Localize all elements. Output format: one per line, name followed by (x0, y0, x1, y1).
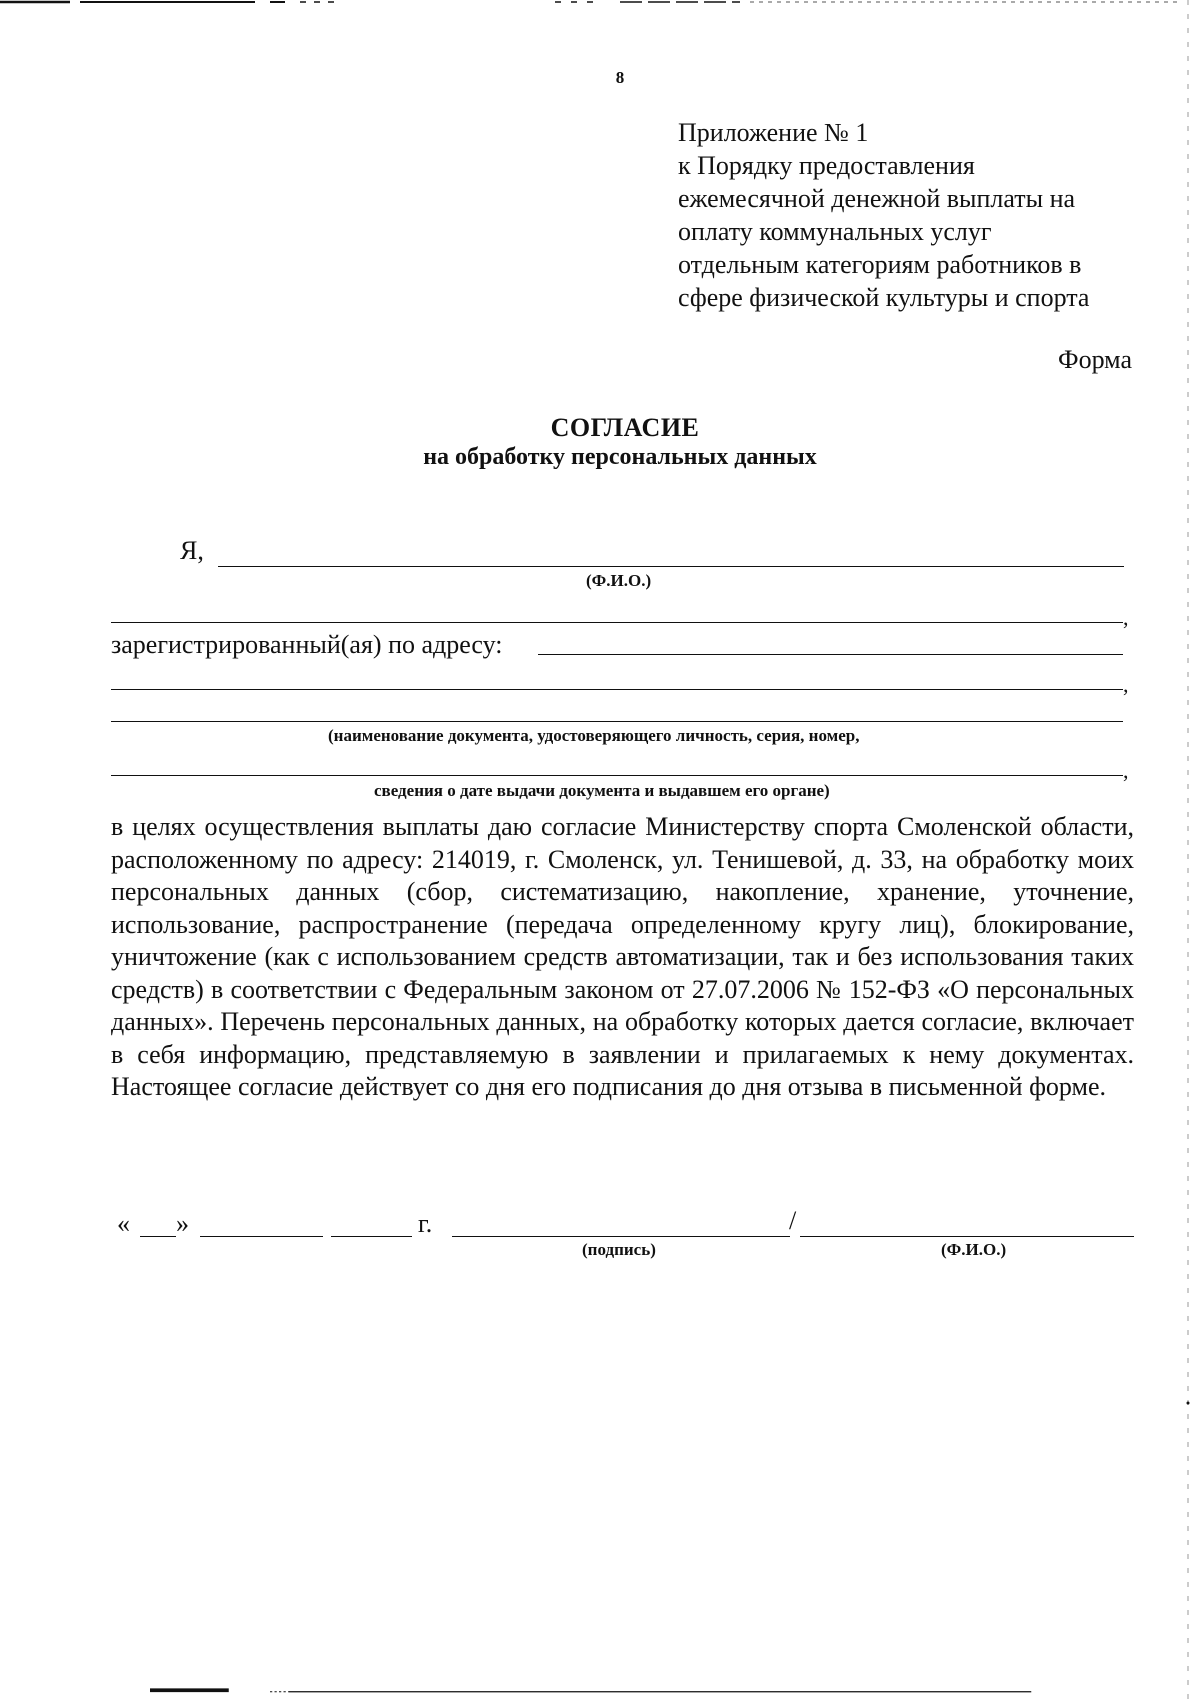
date-quote-open: « (117, 1209, 130, 1238)
appendix-block (678, 116, 1118, 314)
page-number: 8 (615, 68, 625, 87)
document-caption-1: (наименование документа, удостоверяющего личность, серия, номер, (328, 726, 860, 745)
comma: , (1123, 758, 1129, 783)
signature-fio-line[interactable] (800, 1236, 1134, 1237)
appendix-line: Приложение № 1 (678, 118, 869, 147)
date-day-line[interactable] (140, 1236, 176, 1237)
document-subtitle: на обработку персональных данных (423, 444, 817, 470)
comma: , (1123, 672, 1129, 697)
scan-artifact-top (0, 0, 1200, 6)
address-label: зарегистрированный(ая) по адресу: (111, 630, 503, 659)
appendix-line: к Порядку предоставления (678, 151, 975, 180)
fio-input-line[interactable] (218, 566, 1124, 567)
address-input-line[interactable] (538, 654, 1123, 655)
year-suffix: г. (418, 1209, 433, 1238)
signature-fio-caption: (Ф.И.О.) (941, 1240, 1007, 1259)
scan-artifact-right (1186, 0, 1190, 1700)
fio-continuation-line[interactable] (111, 622, 1123, 623)
date-year-line[interactable] (331, 1236, 412, 1237)
document-title: СОГЛАСИЕ (550, 413, 700, 442)
signature-slash: / (789, 1206, 797, 1235)
ya-label: Я, (180, 536, 204, 565)
date-quote-close: » (176, 1209, 189, 1238)
scan-artifact-bottom (0, 1688, 1200, 1694)
document-caption-2: сведения о дате выдачи документа и выдавшем его органе) (374, 781, 830, 800)
comma: , (1123, 605, 1129, 630)
address-continuation-line[interactable] (111, 689, 1123, 690)
consent-body-text: в целях осуществления выплаты даю согласие Министерству спорта Смоленской области, расположенному по адресу: 214019, г. Смоленск, ул. Тенишевой, д. 33, на обработку моих персональных данных (сбор, систематизацию, накопление, хранение, уточнение, использование, распространение (передача определенному кругу лиц), блокирование, уничтожение (как с использованием средств автоматизации, так и без использования таких средств) в соответствии с Федеральным законом от 27.07.2006 № 152-ФЗ «О персональных данных». Перечень персональных данных, на обработку которых дается согласие, включает в себя информацию, представляемую в заявлении и прилагаемых к нему документах. Настоящее согласие действует со дня его подписания до дня отзыва в письменной форме. (111, 812, 1134, 1101)
signature-caption: (подпись) (582, 1240, 656, 1259)
fio-caption: (Ф.И.О.) (586, 571, 652, 590)
signature-line[interactable] (452, 1236, 790, 1237)
date-month-line[interactable] (200, 1236, 323, 1237)
appendix-line: отдельным категориям работников в (678, 250, 1082, 279)
document-input-line[interactable] (111, 721, 1123, 722)
form-label: Форма (1058, 345, 1132, 374)
appendix-line: сфере физической культуры и спорта (678, 283, 1090, 312)
appendix-line: оплату коммунальных услуг (678, 217, 992, 246)
appendix-line: ежемесячной денежной выплаты на (678, 184, 1076, 213)
document-continuation-line[interactable] (111, 775, 1123, 776)
